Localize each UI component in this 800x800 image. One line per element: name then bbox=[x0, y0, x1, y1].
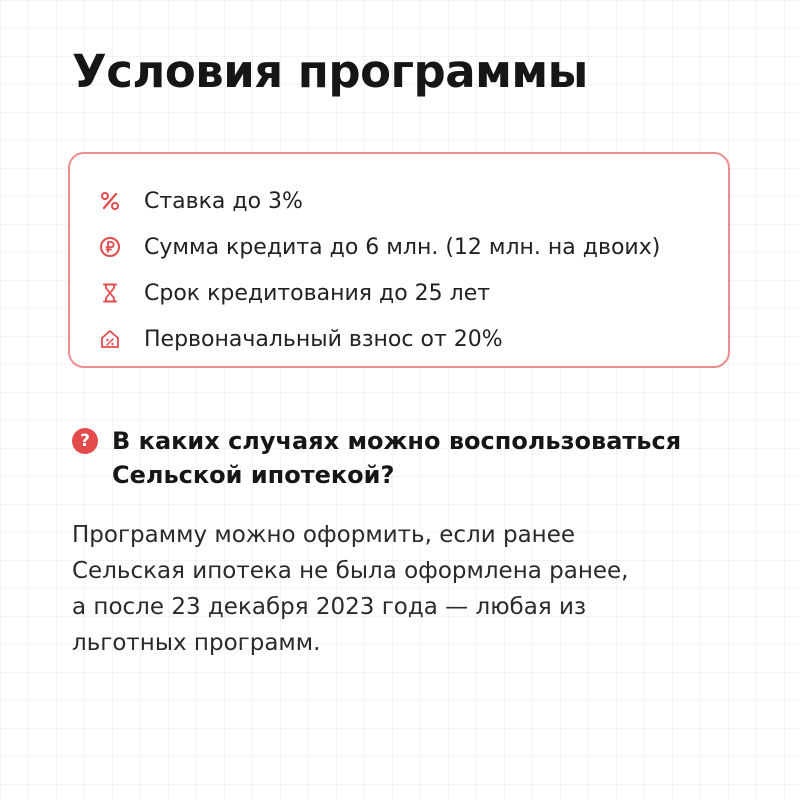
conditions-list bbox=[98, 178, 660, 362]
answer-paragraph bbox=[72, 517, 722, 661]
answer-line: Сельская ипотека не была оформлена ранее, bbox=[72, 558, 629, 584]
question-icon: ? bbox=[72, 428, 98, 454]
condition-amount bbox=[98, 224, 660, 270]
condition-text: Первоначальный взнос от 20% bbox=[144, 326, 503, 352]
question-line: В каких случаях можно воспользоваться bbox=[112, 427, 682, 455]
house-percent-icon bbox=[98, 327, 122, 351]
condition-text: Срок кредитования до 25 лет bbox=[144, 280, 491, 306]
percent-icon bbox=[98, 189, 122, 213]
condition-down-payment bbox=[98, 316, 660, 362]
conditions-card bbox=[68, 152, 730, 368]
question-line: Сельской ипотекой? bbox=[112, 461, 395, 489]
condition-text: Ставка до 3% bbox=[144, 188, 303, 214]
hourglass-icon bbox=[98, 281, 122, 305]
answer-line: Программу можно оформить, если ранее bbox=[72, 522, 576, 548]
condition-text: Сумма кредита до 6 млн. (12 млн. на двоих) bbox=[144, 234, 661, 260]
condition-rate bbox=[98, 178, 660, 224]
ruble-coin-icon bbox=[98, 235, 122, 259]
answer-line: а после 23 декабря 2023 года — любая из bbox=[72, 594, 587, 620]
page-title: Условия программы bbox=[72, 45, 588, 98]
condition-term bbox=[98, 270, 660, 316]
answer-line: льготных программ. bbox=[72, 630, 321, 656]
question-text bbox=[112, 424, 712, 492]
question-heading bbox=[72, 424, 712, 492]
